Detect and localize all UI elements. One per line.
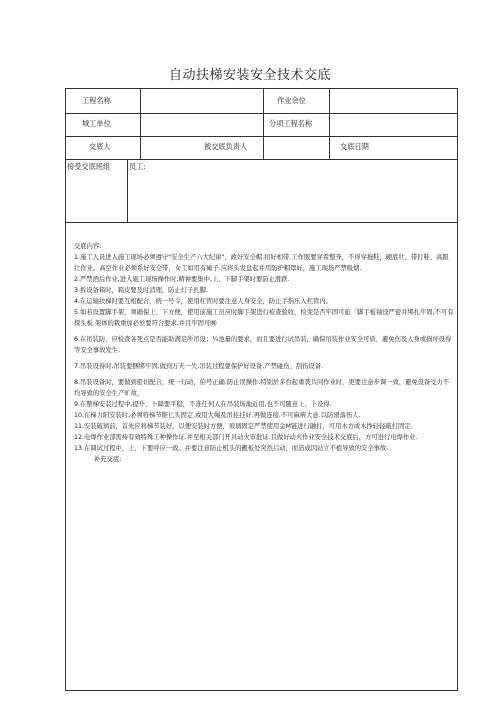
content-item: 13.在调试过程中，上、下要呼应一致。并要注意防止机头的靓板处突然启动，而造成因站立不植导致的安全事故. (74, 445, 389, 452)
content-item: 1.施工人员进入施工现场必须遵守"安全生产六大纪律"，政好安全帽.扣好相带.工作服要穿希整齐，不得穿拖鞋，硬底壮，带打鞋、高跟壮作业。高空作业必须系好安全带，女工如用有瘫子.应将头发盘起并用防护帽罩好，施工现场严禁吸烟. (74, 254, 449, 272)
content-heading: 交底内容: (74, 243, 102, 250)
project-name-label: 工程名称 (82, 96, 111, 105)
disclosure-content (74, 241, 454, 465)
row-divider (66, 222, 457, 223)
content-item: 12.电焊作业部需持有效特殊工种操作证.并至相关部门开具动火审批证.且做好动火作业安全技术交底后，方可进行电焊作业. (74, 434, 418, 441)
discloser-label: 交底人 (89, 142, 111, 151)
work-unit-value[interactable] (333, 96, 453, 106)
subproject-value[interactable] (333, 119, 453, 129)
content-item: 2.严禁酒后作业,进入施工现场操作时,精神要集中,上、下脚手架时要防止滑跌. (74, 276, 290, 283)
content-item: 7.吊装设得时,吊装要捆绑牢固,做到万无一失.吊装过程要保护好设备,产禁碰伤、刮伤设备. (74, 363, 324, 370)
content-item: 3.拆设备箱时，箱皮要及时消理，防止灯子扎脚. (74, 287, 208, 294)
receiver-lead-label: 被交底负责人 (204, 142, 248, 151)
members-label: 员工: (129, 162, 146, 171)
row-divider (66, 159, 457, 160)
column-divider (263, 89, 264, 159)
column-divider (329, 89, 330, 159)
content-item: 9.在整梯安装过程中,提升、卜降要平稳，不准任何人在吊装场地近用,也不可随意上、卜设得. (74, 401, 332, 408)
row-divider (66, 113, 457, 114)
team-label: 接受交底班组 (67, 162, 111, 171)
disclosure-form (65, 88, 458, 691)
column-divider (127, 159, 128, 222)
subproject-label: 分项工程名称 (269, 119, 313, 128)
supplement-heading: 补充交底: (94, 456, 122, 463)
construction-unit-value[interactable] (144, 119, 259, 129)
document-title: 自动扶梯安装安全技术交底 (168, 68, 331, 83)
content-item: 4.在运输扶梯时要互相配合，统一号令，使用杠管时要注意人身安全，防止手指压入杠管内。 (74, 298, 332, 305)
work-unit-label: 作业余位 (277, 96, 306, 105)
column-divider (140, 89, 141, 159)
date-label: 交底日期 (340, 142, 369, 151)
project-name-value[interactable] (144, 96, 259, 106)
content-item: 11.安装破璃前，首先应将梯节装好，以便安装时方便，玻璃固定严禁使用金M链进行融打，可用木方或木挣轻轻敲打固定. (74, 423, 413, 430)
content-item: 10.在梯力阳安装时,必须符梯节锥匕头固定.或用大绳及吊桂挂好.再做连接.不可麻痹大意.以防滑落伤人. (74, 412, 361, 419)
construction-unit-label: 城工单位 (82, 119, 111, 128)
row-divider (66, 136, 457, 137)
content-item: 8.吊装设备时，要做到密切配合，统一行动，伯号正确.防止误操作.特别於多台起重袭共同作业时，更要注意步调一致，避免设备受力不均导致的安全生产旷故， (74, 379, 450, 397)
discloser-value[interactable] (144, 142, 204, 152)
content-item: 5.如若设置脚手架，须确保上、下方便，使用前施工员应时脚手架进行检查验收，检变是否牢固可旅「脚手板铀设严密并绑扎牢固,不可有探头板.架体的栽重加必於要符合要求,并且牢固可㈱ (74, 309, 454, 327)
content-item: 6.在吊装防，应检查各死点是否能助满足所吊设；¼池量的要求，而且要进行试吊装，确保吊装作业安全可质，避免伤及人身或损坏设得等安全事故发生. (74, 336, 452, 354)
